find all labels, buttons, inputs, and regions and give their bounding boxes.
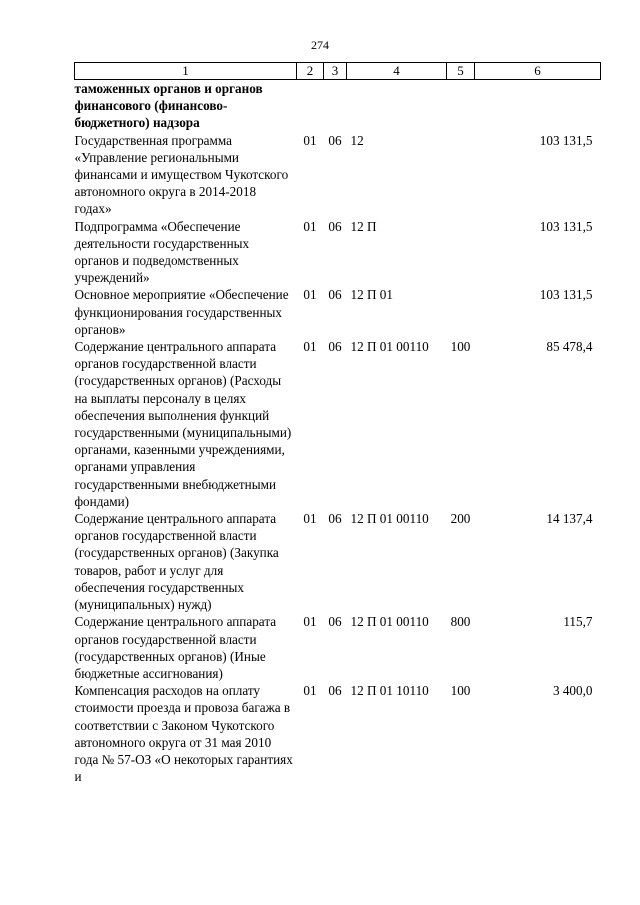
row-amount: 115,7 (563, 614, 593, 630)
table-row (75, 286, 601, 338)
table-row (75, 682, 601, 785)
table-row (75, 218, 601, 287)
row-expense-type: 100 (450, 683, 471, 699)
row-section: 01 (303, 218, 317, 234)
row-name: Государственная программа «Управление региональными финансами и имуществом Чукотского автономного округа в 2014-2018 годах» (74, 132, 289, 217)
budget-table (74, 62, 601, 785)
row-amount: 85 478,4 (546, 339, 593, 355)
column-header-1: 1 (75, 63, 297, 80)
row-name: Содержание центрального аппарата органов государственной власти (государственных органов) (Иные бюджетные ассигнования) (74, 614, 277, 681)
row-target-article: 12 П 01 (350, 287, 393, 303)
row-name: Компенсация расходов на оплату стоимости проезда и провоза багажа в соответствии с Законом Чукотского автономного округа от 31 мая 2010 года № 57-ОЗ «О некоторых гарантиях и (74, 683, 293, 785)
header-row (75, 63, 601, 80)
row-subsection: 06 (328, 339, 342, 355)
row-target-article: 12 П 01 10110 (350, 683, 429, 699)
table-row (75, 132, 601, 218)
row-target-article: 12 П 01 00110 (350, 511, 429, 527)
row-expense-type (447, 218, 475, 287)
row-section (297, 80, 324, 132)
row-section: 01 (303, 614, 317, 630)
row-name: таможенных органов и органов финансового (финансово-бюджетного) надзора (74, 81, 263, 131)
table-body (75, 80, 601, 786)
row-section: 01 (303, 683, 317, 699)
row-section: 01 (303, 132, 317, 148)
row-subsection: 06 (328, 132, 342, 148)
row-section: 01 (303, 339, 317, 355)
row-amount: 103 131,5 (539, 218, 593, 234)
table-row (75, 613, 601, 682)
column-header-6: 6 (475, 63, 601, 80)
row-amount: 103 131,5 (539, 132, 593, 148)
row-expense-type: 800 (450, 614, 471, 630)
row-name: Основное мероприятие «Обеспечение функционирования государственных органов» (74, 287, 289, 337)
row-name: Содержание центрального аппарата органов государственной власти (государственных органов) (Расходы на выплаты персоналу в целях обеспечения выполнения функций государственными (муниципальными) органами, казенными учреждениями, органами управления государственными внебюджетными фондами) (74, 339, 292, 509)
page-number: 274 (311, 38, 329, 52)
row-amount: 14 137,4 (546, 511, 593, 527)
row-subsection: 06 (328, 287, 342, 303)
row-expense-type (447, 286, 475, 338)
row-amount (475, 80, 601, 132)
row-subsection (324, 80, 347, 132)
row-expense-type: 200 (450, 511, 471, 527)
row-target-article: 12 П 01 00110 (350, 339, 429, 355)
row-expense-type: 100 (450, 339, 471, 355)
row-amount: 103 131,5 (539, 287, 593, 303)
row-target-article: 12 (350, 132, 364, 148)
row-subsection: 06 (328, 614, 342, 630)
row-section: 01 (303, 287, 317, 303)
column-header-3: 3 (324, 63, 347, 80)
row-amount: 3 400,0 (552, 683, 593, 699)
row-target-article: 12 П (350, 218, 377, 234)
row-name: Подпрограмма «Обеспечение деятельности государственных органов и подведомственных учреждений» (74, 218, 250, 286)
row-expense-type (447, 80, 475, 132)
row-subsection: 06 (328, 683, 342, 699)
column-header-2: 2 (297, 63, 324, 80)
table-row (75, 338, 601, 510)
row-name: Содержание центрального аппарата органов государственной власти (государственных органов) (Закупка товаров, работ и услуг для обеспечения государственных (муниципальных) нужд) (74, 511, 279, 613)
row-target-article (347, 80, 447, 132)
column-header-4: 4 (347, 63, 447, 80)
row-target-article: 12 П 01 00110 (350, 614, 429, 630)
row-section: 01 (303, 511, 317, 527)
table-row (75, 510, 601, 613)
row-expense-type (447, 132, 475, 218)
row-subsection: 06 (328, 218, 342, 234)
table-row (75, 80, 601, 132)
column-header-5: 5 (447, 63, 475, 80)
table-header (75, 63, 601, 80)
row-subsection: 06 (328, 511, 342, 527)
